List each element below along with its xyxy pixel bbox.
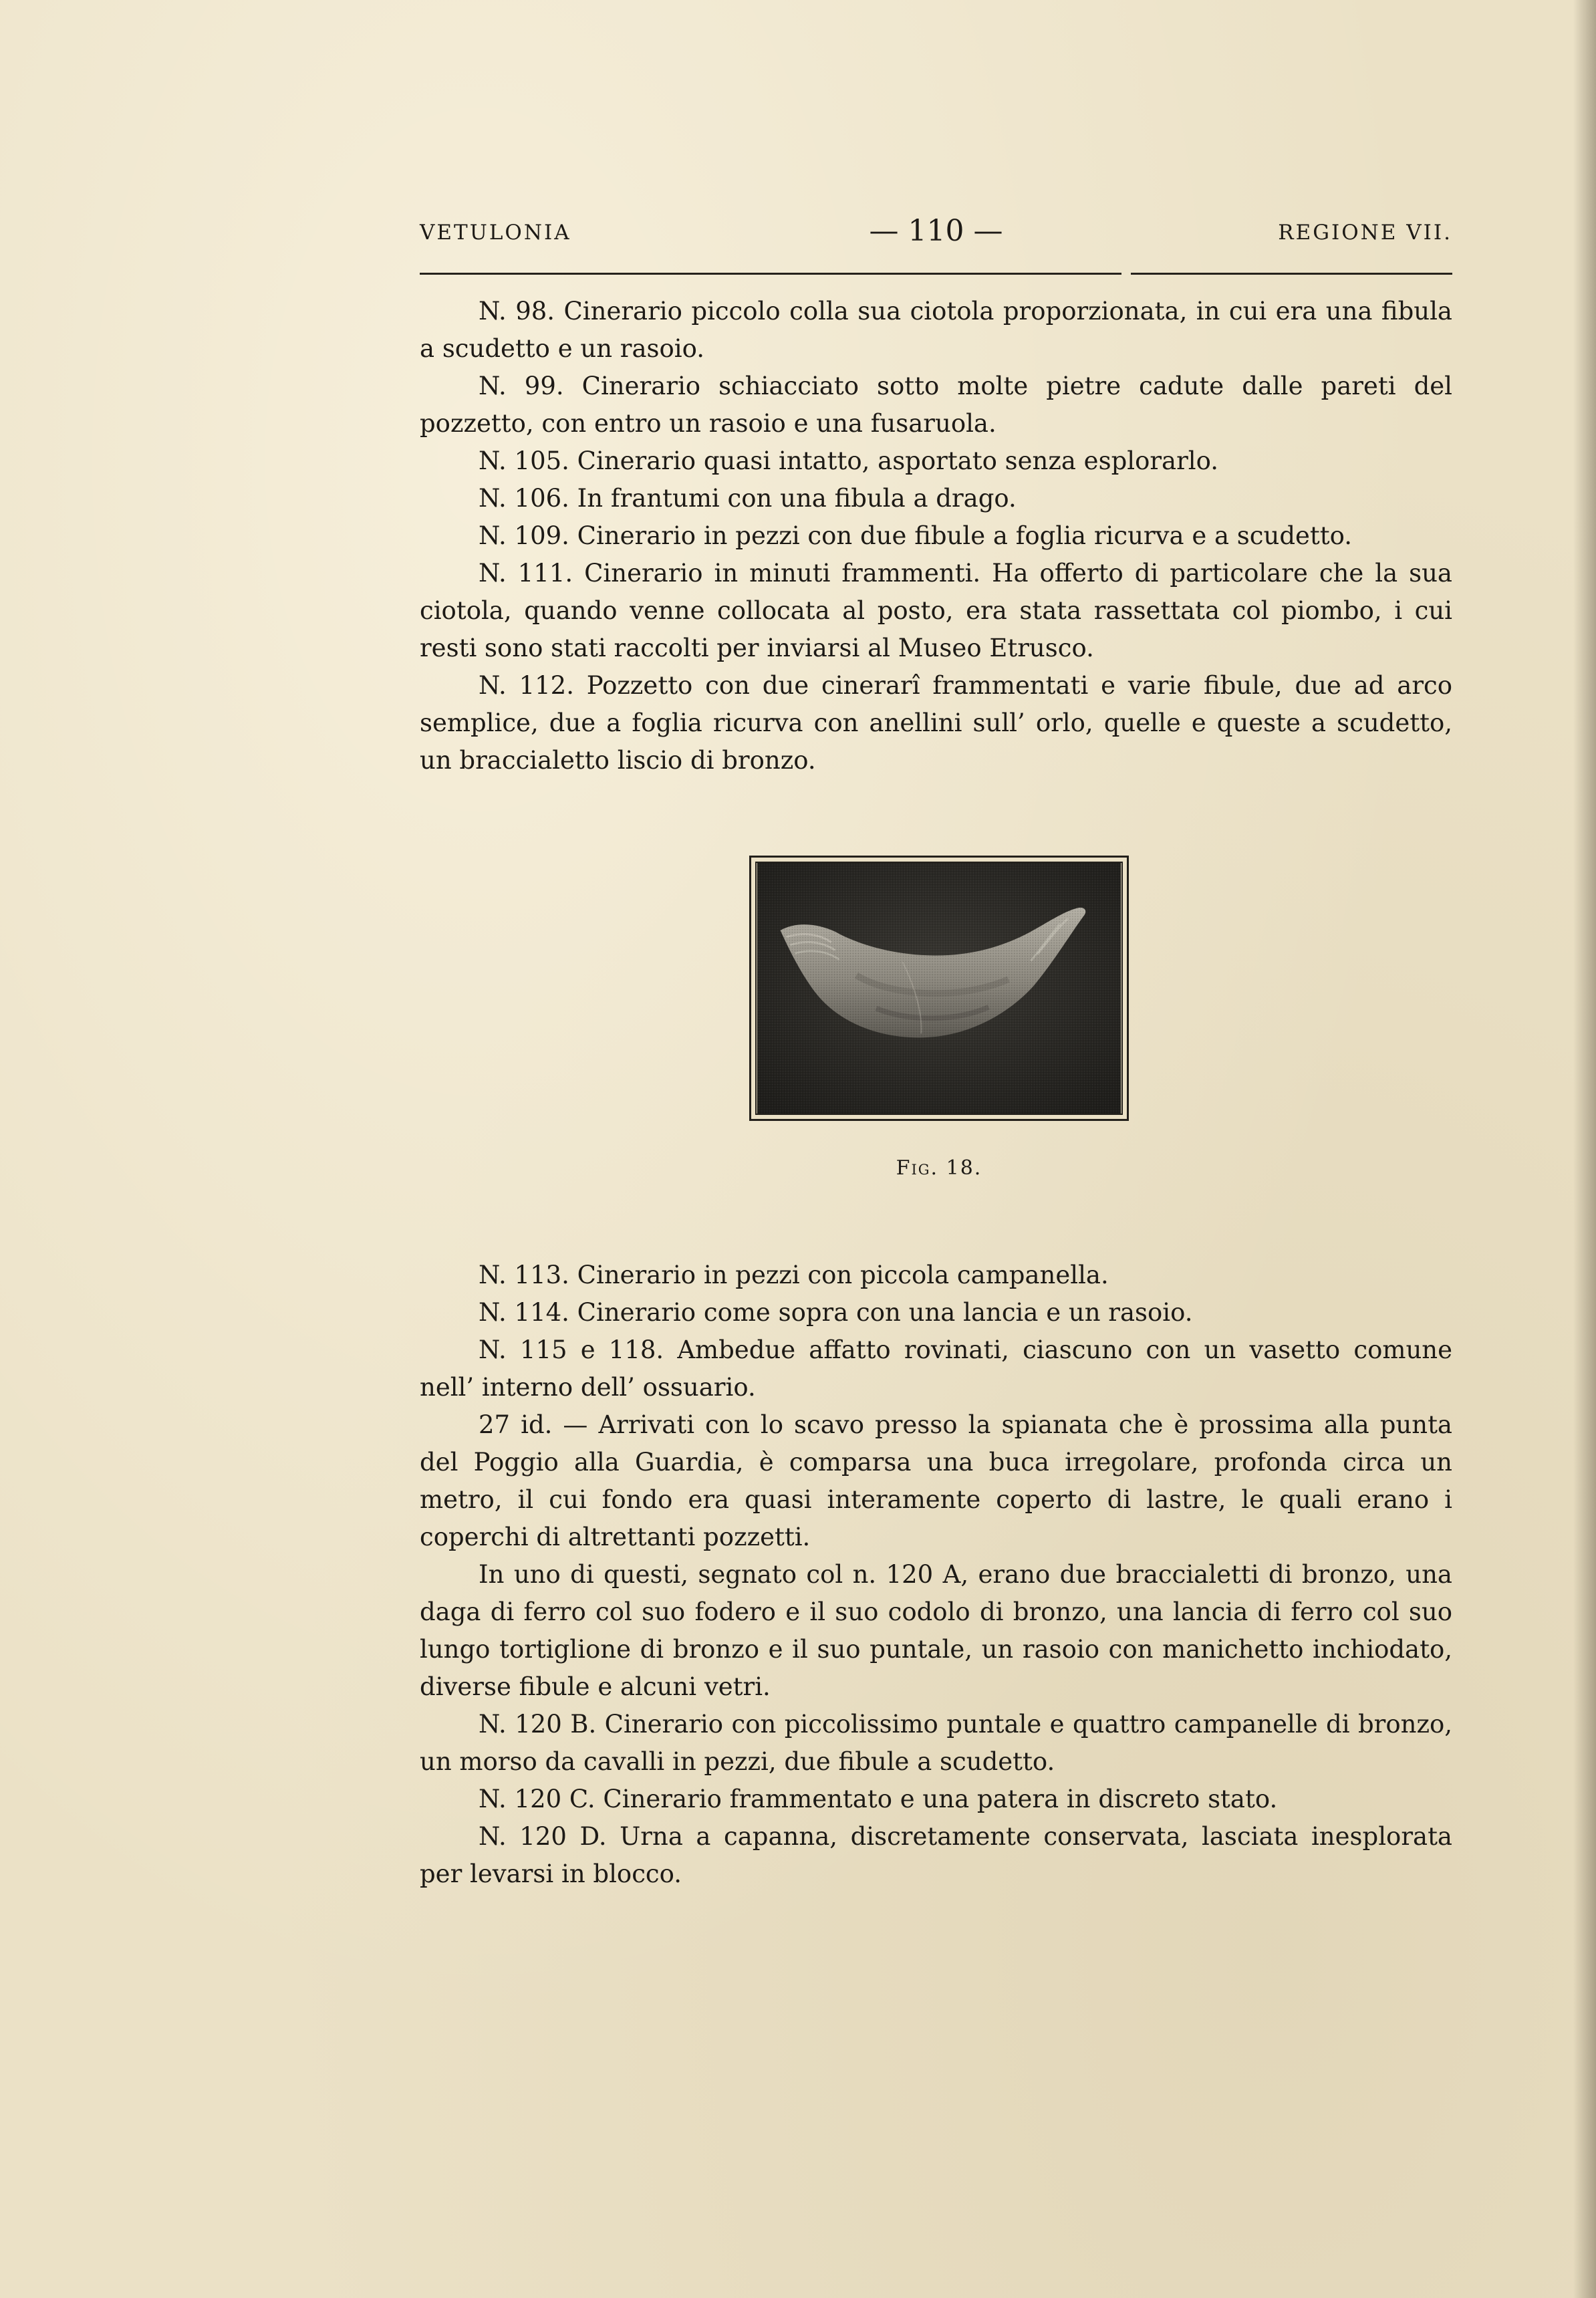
paragraph: N. 106. In frantumi con una fibula a drago. [479, 484, 1017, 513]
paragraph: N. 99. Cinerario schiacciato sotto molte pietre cadute dalle pareti del pozzetto, con entro un rasoio e una fusaruola. [420, 372, 1452, 438]
paragraph: N. 113. Cinerario in pezzi con piccola campanella. [479, 1261, 1109, 1289]
paragraph: N. 115 e 118. Ambedue affatto rovinati, ciascuno con un vasetto comune nell’ interno dell’ ossuario. [420, 1335, 1452, 1402]
figure-caption: Fig. 18. [896, 1156, 982, 1180]
paragraph: N. 98. Cinerario piccolo colla sua ciotola proporzionata, in cui era una fibula a scudetto e un rasoio. [420, 297, 1452, 363]
paragraph: N. 120 D. Urna a capanna, discretamente conservata, lasciata inesplorata per levarsi in blocco. [420, 1822, 1452, 1888]
paragraph: In uno di questi, segnato col n. 120 A, erano due braccialetti di bronzo, una daga di ferro col suo fodero e il suo codolo di bronzo, una lancia di ferro col suo lungo tortiglione di bronzo e il suo puntale, un rasoio con manichetto inchiodato, diverse fibule e alcuni vetri. [420, 1560, 1452, 1701]
paragraph: N. 111. Cinerario in minuti frammenti. Ha offerto di particolare che la sua ciotola, quando venne collocata al posto, era stata rassettata col piombo, i cui resti sono stati raccolti per inviarsi al Museo Etrusco. [420, 559, 1452, 662]
figure-18 [749, 856, 1129, 1121]
paragraph: N. 120 C. Cinerario frammentato e una patera in discreto stato. [479, 1785, 1278, 1813]
paragraph: N. 105. Cinerario quasi intatto, asportato senza esplorarlo. [479, 446, 1219, 475]
paragraph: N. 112. Pozzetto con due cinerarî frammentati e varie fibule, due ad arco semplice, due a foglia ricurva con anellini sull’ orlo, quelle e queste a scudetto, un braccialetto liscio di bronzo. [420, 671, 1452, 775]
page-edge-shadow [1573, 0, 1596, 2298]
running-header [420, 214, 1452, 251]
header-left: VETULONIA [420, 221, 571, 245]
paragraph: N. 109. Cinerario in pezzi con due fibule a foglia ricurva e a scudetto. [479, 521, 1353, 550]
paragraph: 27 id. — Arrivati con lo scavo presso la spianata che è prossima alla punta del Poggio alla Guardia, è comparsa una buca irregolare, profonda circa un metro, il cui fondo era quasi interamente coperto di lastre, le quali erano i coperchi di altrettanti pozzetti. [420, 1410, 1452, 1551]
header-rule-left [420, 273, 1121, 275]
text-block-top [420, 293, 1452, 779]
header-rule-right [1131, 273, 1452, 275]
paragraph: N. 114. Cinerario come sopra con una lancia e un rasoio. [479, 1298, 1193, 1327]
text-block-bottom [420, 1257, 1452, 1893]
header-right: REGIONE VII. [1278, 221, 1452, 245]
figure-photo [755, 862, 1123, 1115]
page-number: — 110 — [869, 214, 1003, 248]
paragraph: N. 120 B. Cinerario con piccolissimo puntale e quattro campanelle di bronzo, un morso da cavalli in pezzi, due fibule a scudetto. [420, 1710, 1452, 1776]
